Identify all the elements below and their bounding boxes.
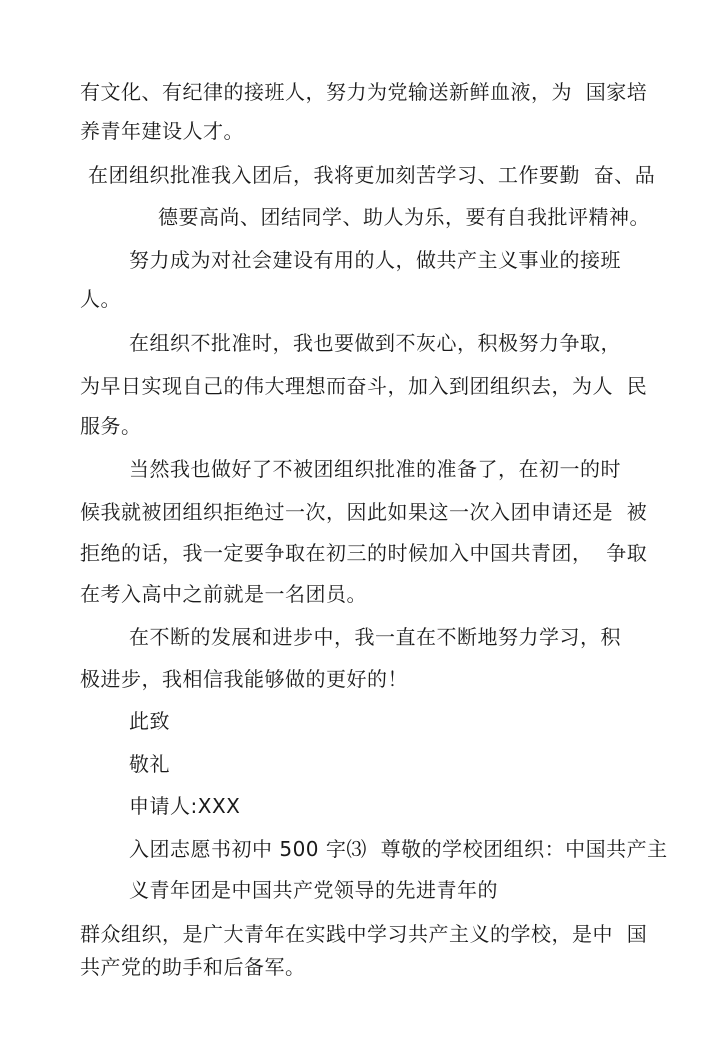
text-line-3: 在团组织批准我入团后，我将更加刻苦学习、工作要勤 奋、品 — [88, 163, 656, 187]
text-line-21: 群众组织，是广大青年在实践中学习共产主义的学校，是中 国 — [80, 922, 648, 946]
text-line-1: 有文化、有纪律的接班人，努力为党输送新鲜血液，为 国家培 — [80, 80, 648, 104]
text-line-9: 服务。 — [80, 414, 142, 438]
text-line-12: 拒绝的话，我一定要争取在初三的时候加入中国共青团， 争取 — [80, 541, 648, 565]
closing-regards: 敬礼 — [129, 752, 170, 776]
applicant-signature: 申请人:XXX — [129, 794, 241, 818]
text-line-6: 人。 — [80, 287, 121, 311]
text-line-14: 在不断的发展和进步中，我一直在不断地努力学习，积 — [129, 625, 621, 649]
text-line-5: 努力成为对社会建设有用的人，做共产主义事业的接班 — [129, 248, 621, 272]
text-line-15: 极进步，我相信我能够做的更好的！ — [80, 667, 408, 691]
text-line-4: 德要高尚、团结同学、助人为乐，要有自我批评精神。 — [158, 205, 650, 229]
text-line-8: 为早日实现自己的伟大理想而奋斗，加入到团组织去，为人 民 — [80, 374, 648, 398]
text-line-20: 义青年团是中国共产党领导的先进青年的 — [129, 878, 498, 902]
text-line-11: 候我就被团组织拒绝过一次，因此如果这一次入团申请还是 被 — [80, 500, 648, 524]
text-line-13: 在考入高中之前就是一名团员。 — [80, 582, 367, 606]
text-line-7: 在组织不批准时，我也要做到不灰心，积极努力争取， — [129, 331, 621, 355]
text-line-22: 共产党的助手和后备军。 — [80, 955, 306, 979]
text-line-2: 养青年建设人才。 — [80, 119, 244, 143]
text-line-10: 当然我也做好了不被团组织批准的准备了，在初一的时 — [129, 457, 621, 481]
text-line-19: 入团志愿书初中 500 字⑶ 尊敬的学校团组织：中国共产主 — [129, 837, 668, 861]
closing-salutation: 此致 — [129, 709, 170, 733]
